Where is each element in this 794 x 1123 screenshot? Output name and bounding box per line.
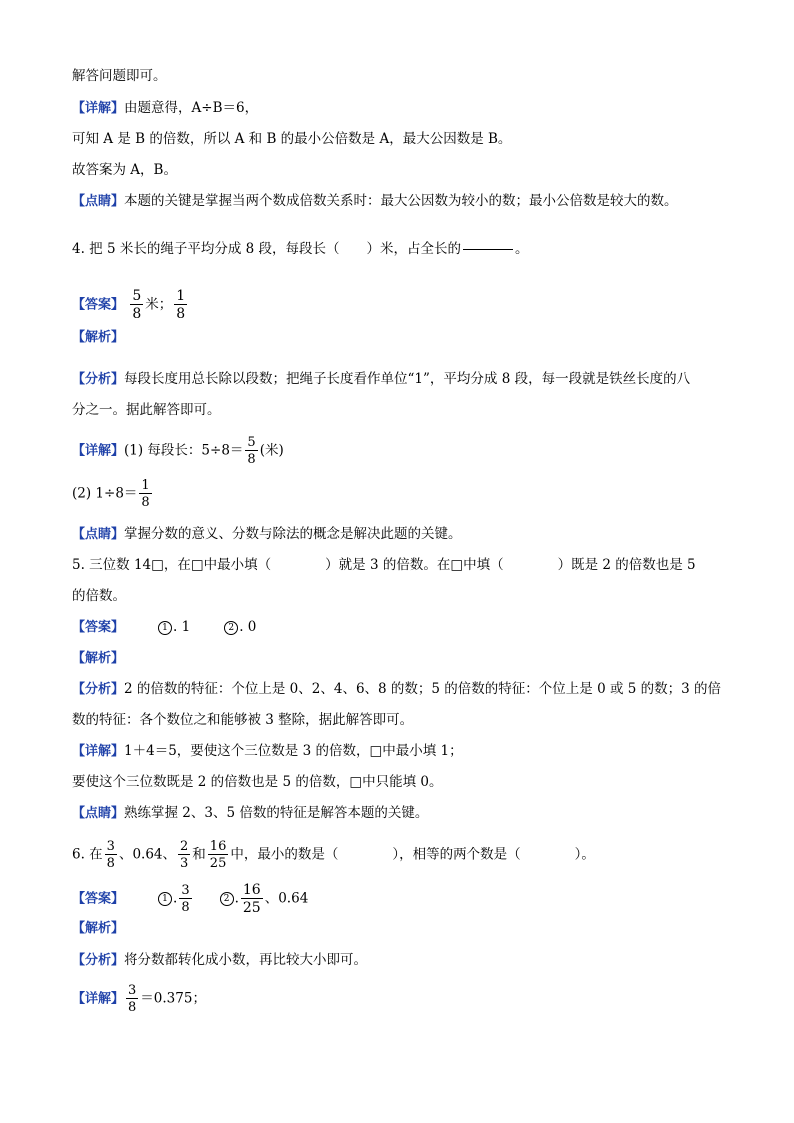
fenxi-tag: 【分析】	[72, 682, 125, 697]
circled-number-1: 1	[158, 892, 172, 906]
detail-tag: 【详解】	[72, 443, 125, 459]
dianjing-text: 本题的关键是掌握当两个数成倍数关系时：最大公因数为较小的数；最小公倍数是较大的数。	[124, 193, 678, 209]
fenxi-text: 每段长度用总长除以段数；把绳子长度看作单位“1”，平均分成 8 段，每一段就是铁丝长度的八	[124, 371, 691, 387]
fenxi-line	[72, 679, 721, 700]
fenxi-tag: 【分析】	[72, 953, 125, 968]
dianjing-tag: 【点睛】	[72, 194, 125, 209]
dianjing-line	[72, 803, 428, 824]
text-line: 解答问题即可。	[72, 68, 167, 84]
question-text: 和	[192, 846, 206, 863]
answer-value: 、0.64	[264, 890, 309, 907]
question-text: 4. 把 5 米长的绳子平均分成 8 段，每段长（ ）米，占全长的	[72, 241, 462, 257]
fenxi-text: 2 的倍数的特征：个位上是 0、2、4、6、8 的数；5 的倍数的特征：个位上是 0 或 5 的数；3 的倍	[124, 681, 722, 697]
jiexi-tag: 【解析】	[72, 921, 125, 936]
fenxi-text: 将分数都转化成小数，再比较大小即可。	[124, 952, 368, 968]
jiexi-line	[72, 327, 124, 348]
detail-tag: 【详解】	[72, 101, 125, 116]
dianjing-line	[72, 191, 678, 212]
dianjing-text: 掌握分数的意义、分数与除法的概念是解决此题的关键。	[124, 526, 462, 542]
jiexi-line	[72, 648, 124, 669]
jiexi-line	[72, 918, 124, 939]
fraction: $\frac{5}{8}$	[132, 288, 142, 322]
circled-number-2: 2	[220, 892, 234, 906]
answer-value: . 0	[239, 619, 257, 635]
fraction: $\frac{1}{8}$	[176, 288, 186, 322]
text-line: 数的特征：各个数位之和能够被 3 整除，据此解答即可。	[72, 712, 414, 728]
answer-tag: 【答案】	[72, 891, 125, 907]
jiexi-tag: 【解析】	[72, 330, 125, 345]
text-line: 要使这个三位数既是 2 的倍数也是 5 的倍数，□中只能填 0。	[72, 774, 443, 790]
answer-tag: 【答案】	[72, 297, 125, 313]
fraction: $\frac{5}{8}$	[247, 435, 256, 467]
dianjing-tag: 【点睛】	[72, 527, 125, 542]
question-text: 中，最小的数是（ ），相等的两个数是（ ）。	[230, 846, 595, 863]
fenxi-line	[72, 369, 690, 390]
dianjing-line	[72, 524, 462, 545]
fraction: $\frac{3}{8}$	[128, 983, 137, 1015]
detail-line	[72, 741, 463, 762]
answer-line: 【答案】 1 . $\frac{3}{8}$ 2 . $\frac{16}{25}$ 、0.64	[72, 882, 309, 916]
answer-line	[72, 617, 256, 638]
answer-value: . 1	[173, 619, 191, 635]
question-5-stem: 5. 三位数 14□，在□中最小填（ ）就是 3 的倍数。在□中填（ ）既是 2 的倍数也是 5	[72, 557, 696, 573]
fenxi-line	[72, 950, 367, 971]
dianjing-tag: 【点睛】	[72, 806, 125, 821]
jiexi-tag: 【解析】	[72, 651, 125, 666]
text-line: 故答案为 A，B。	[72, 162, 177, 178]
dianjing-text: 熟练掌握 2、3、5 倍数的特征是解答本题的关键。	[124, 805, 429, 821]
fraction: $\frac{1}{8}$	[141, 478, 150, 510]
detail-line	[72, 436, 284, 466]
question-6-stem	[72, 840, 595, 870]
detail-text: (2) 1÷8＝	[72, 485, 138, 502]
question-text: 的倍数。	[72, 588, 126, 604]
detail-text: 由题意得，A÷B＝6，	[124, 100, 259, 116]
question-text: 。	[515, 241, 529, 257]
circled-number-2: 2	[224, 621, 238, 635]
detail-line	[72, 479, 154, 509]
text-line: 分之一。据此解答即可。	[72, 402, 221, 418]
fraction: $\frac{16}{25}$	[242, 882, 261, 916]
detail-tag: 【详解】	[72, 991, 125, 1007]
detail-line	[72, 98, 258, 119]
fraction: $\frac{2}{3}$	[180, 839, 189, 871]
detail-line	[72, 984, 206, 1014]
text-line: 可知 A 是 B 的倍数，所以 A 和 B 的最小公倍数是 A，最大公因数是 B。	[72, 131, 512, 147]
question-text: 、0.64、	[118, 846, 177, 863]
fraction: $\frac{3}{8}$	[106, 839, 115, 871]
question-text: 6. 在	[72, 846, 103, 863]
detail-unit: (米)	[259, 442, 284, 459]
detail-text: (1) 每段长：5÷8＝	[124, 442, 244, 459]
detail-tag: 【详解】	[72, 744, 125, 759]
detail-text: 1＋4＝5，要使这个三位数是 3 的倍数，□中最小填 1；	[124, 743, 463, 759]
answer-unit: 米；	[145, 296, 173, 313]
answer-tag: 【答案】	[72, 620, 125, 635]
fraction: $\frac{16}{25}$	[209, 839, 227, 871]
question-4-stem	[72, 232, 529, 267]
blank-fraction	[463, 232, 513, 267]
fenxi-tag: 【分析】	[72, 372, 125, 387]
circled-number-1: 1	[158, 621, 172, 635]
fraction: $\frac{3}{8}$	[181, 883, 190, 915]
answer-line	[72, 289, 189, 321]
detail-text: ＝0.375；	[140, 990, 206, 1007]
